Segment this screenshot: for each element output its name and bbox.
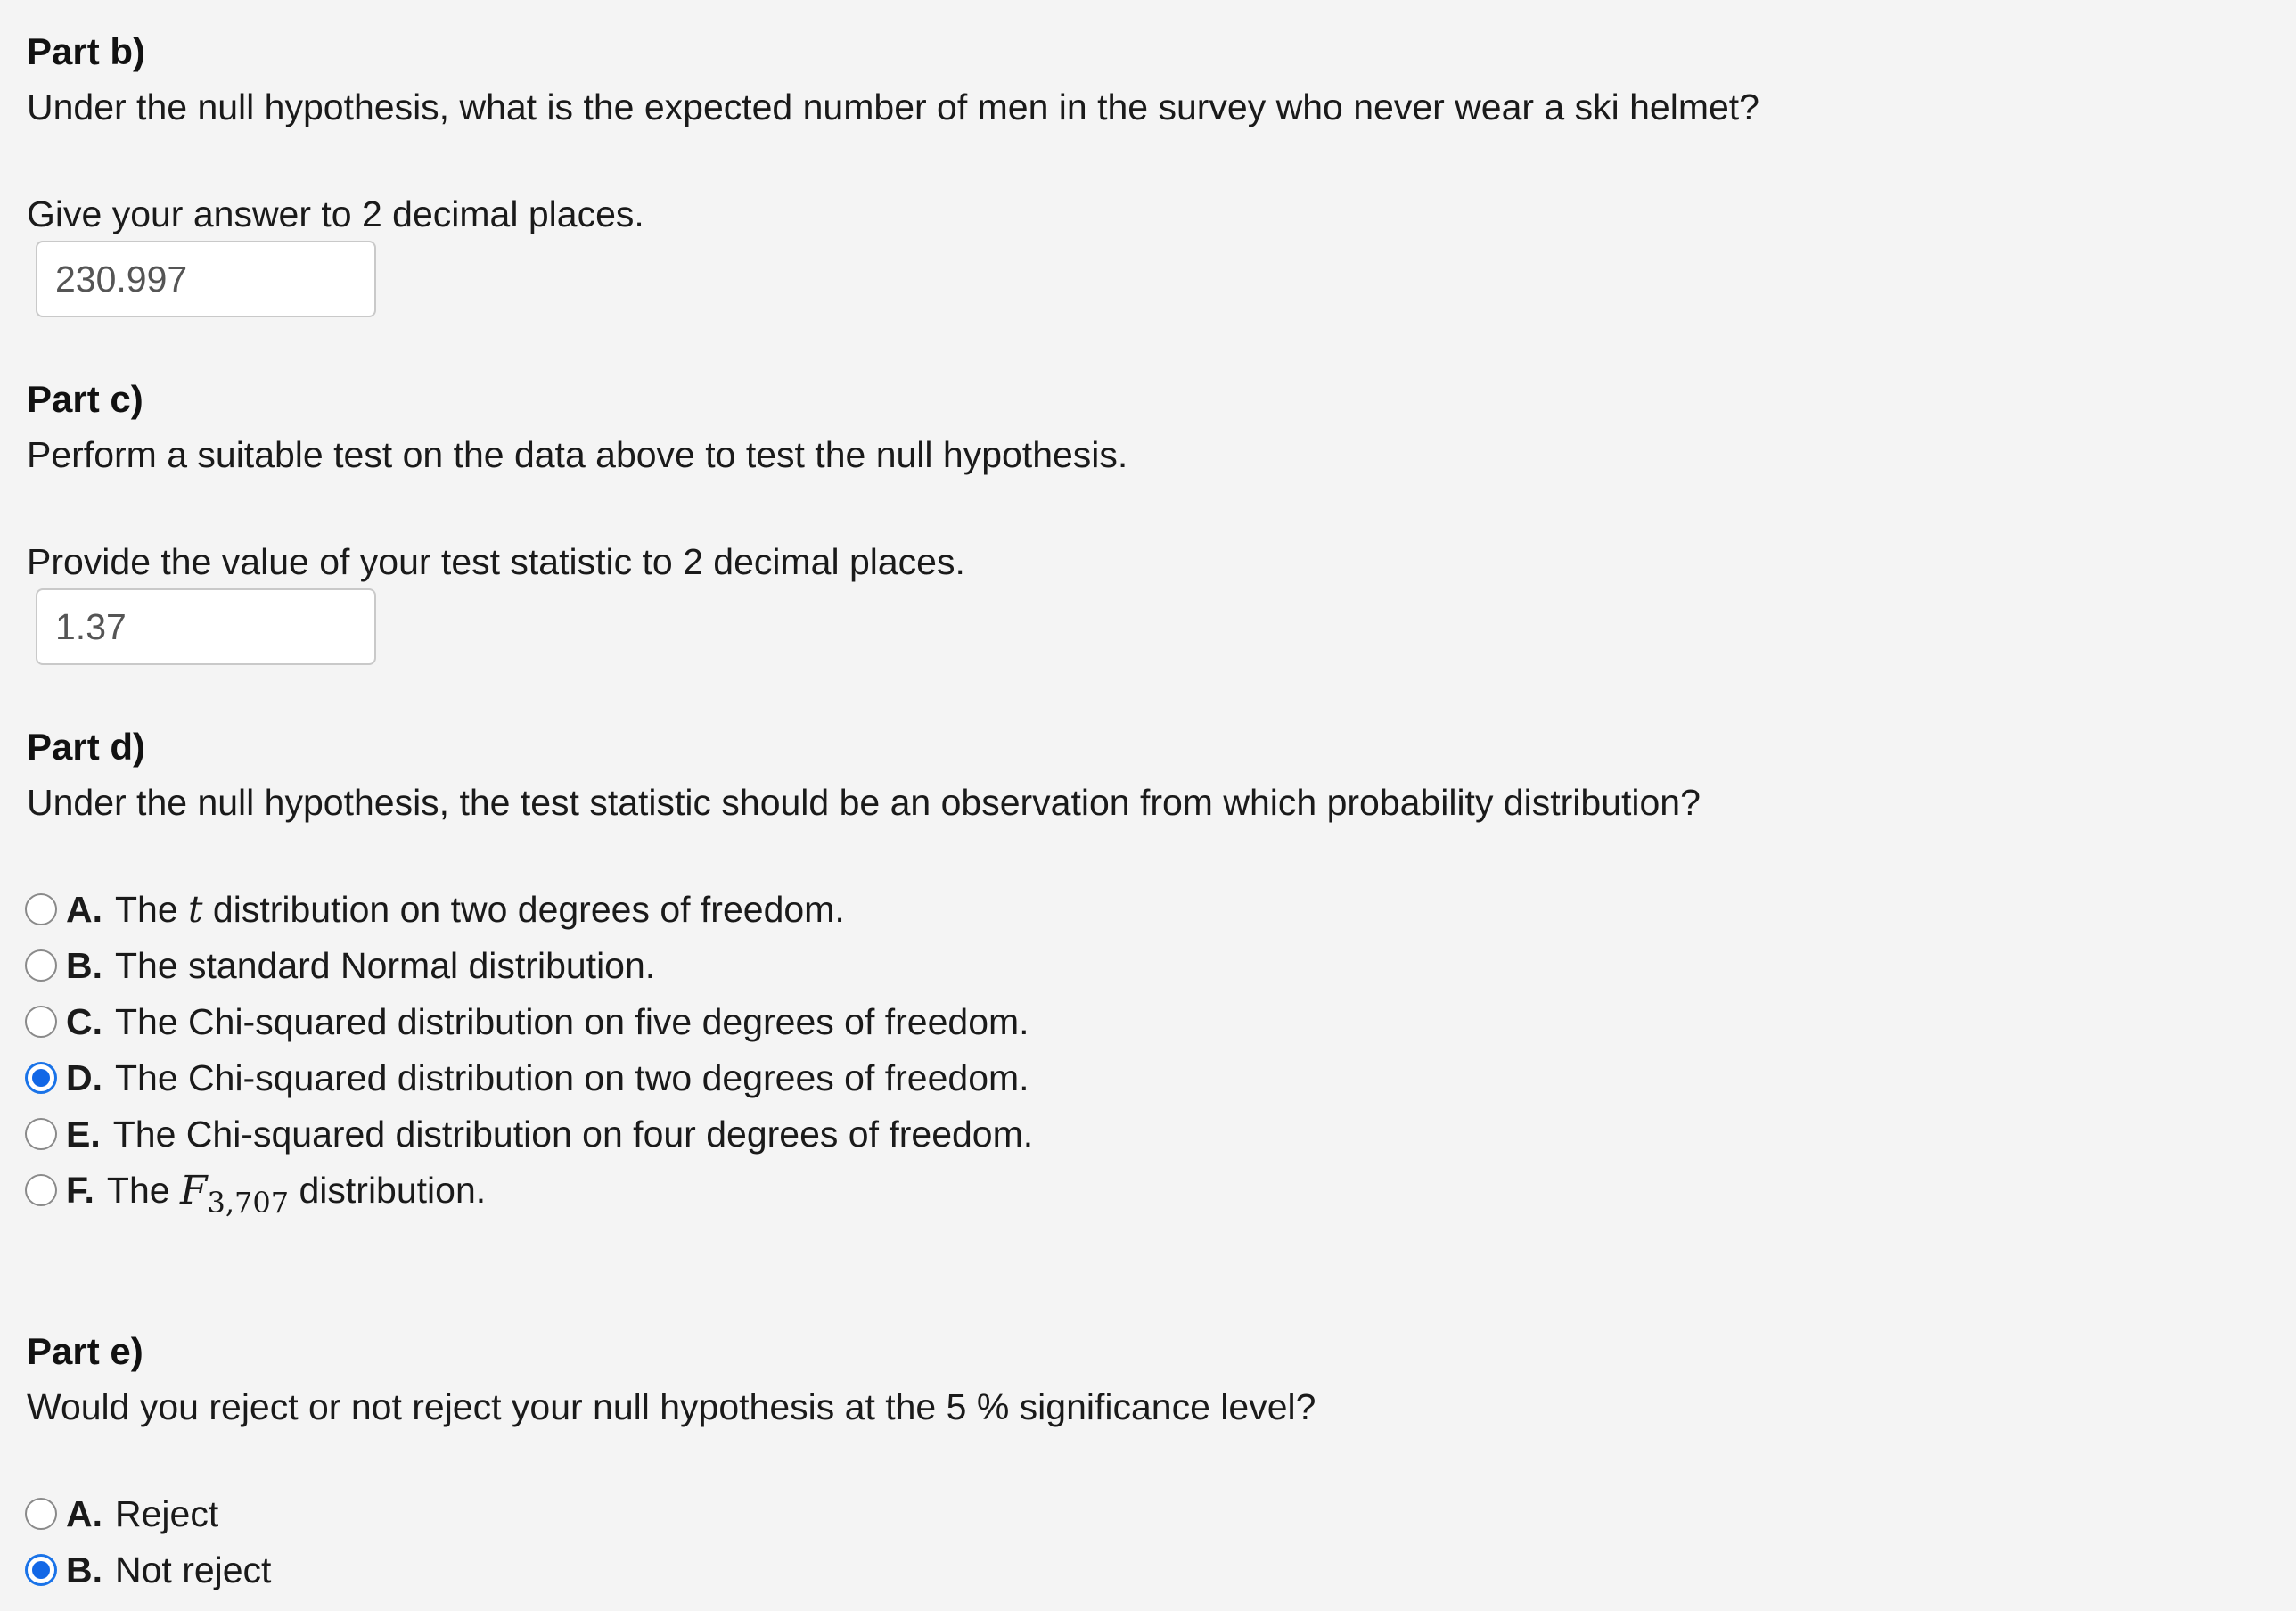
option-letter: E.: [66, 1113, 101, 1155]
option-letter: B.: [66, 944, 102, 986]
option-text: Reject: [115, 1492, 219, 1534]
option-letter: A.: [66, 1492, 102, 1534]
part-e-radio-b[interactable]: [25, 1554, 57, 1586]
part-d-radio-b[interactable]: [25, 949, 57, 982]
part-c-answer-input[interactable]: [36, 588, 376, 665]
part-d-radio-e[interactable]: [25, 1118, 57, 1150]
part-e-radio-a[interactable]: [25, 1498, 57, 1530]
part-d-radio-f[interactable]: [25, 1174, 57, 1206]
part-e-option-a[interactable]: [25, 1487, 218, 1541]
part-d-option-e[interactable]: [25, 1107, 1033, 1161]
math-f: F: [179, 1167, 208, 1213]
option-text: The Chi-squared distribution on two degrees of freedom.: [115, 1056, 1029, 1098]
part-b-instruction: Give your answer to 2 decimal places.: [27, 193, 644, 234]
option-letter: A.: [66, 888, 102, 930]
part-d-radio-d[interactable]: [25, 1062, 57, 1094]
option-math-t: t: [188, 888, 203, 931]
option-letter: B.: [66, 1549, 102, 1590]
option-text: The Chi-squared distribution on four degrees of freedom.: [112, 1113, 1034, 1155]
part-d-option-f[interactable]: [25, 1163, 487, 1220]
option-text-pre: The: [115, 888, 189, 930]
option-text: The Chi-squared distribution on five degrees of freedom.: [115, 1000, 1029, 1042]
part-d-option-c[interactable]: [25, 995, 1029, 1048]
part-b-answer-input[interactable]: [36, 241, 376, 317]
part-e-option-b[interactable]: [25, 1543, 271, 1597]
part-d-option-a[interactable]: [25, 883, 845, 936]
part-d-option-b[interactable]: [25, 939, 655, 992]
part-d-radio-a[interactable]: [25, 893, 57, 925]
part-d-radio-c[interactable]: [25, 1006, 57, 1038]
part-e-heading: Part e): [27, 1330, 144, 1372]
option-letter: C.: [66, 1000, 102, 1042]
part-d-heading: Part d): [27, 726, 146, 768]
option-text: Not reject: [115, 1549, 272, 1590]
option-letter: F.: [66, 1169, 94, 1211]
part-c-heading: Part c): [27, 378, 144, 420]
part-b-question: Under the null hypothesis, what is the expected number of men in the survey who never wear a ski helmet?: [27, 86, 1759, 127]
part-d-question: Under the null hypothesis, the test statistic should be an observation from which probability distribution?: [27, 782, 1701, 823]
part-d-option-d[interactable]: [25, 1051, 1029, 1105]
part-b-heading: Part b): [27, 30, 146, 72]
option-text: The standard Normal distribution.: [115, 944, 656, 986]
option-letter: D.: [66, 1056, 102, 1098]
option-text-post: distribution.: [289, 1169, 487, 1211]
part-c-question: Perform a suitable test on the data above to test the null hypothesis.: [27, 434, 1128, 475]
option-text-pre: The: [106, 1169, 180, 1211]
part-c-instruction: Provide the value of your test statistic to 2 decimal places.: [27, 541, 965, 582]
math-f-subscript: 3,707: [207, 1185, 290, 1220]
option-text-post: distribution on two degrees of freedom.: [202, 888, 845, 930]
option-math-f: [179, 1167, 290, 1220]
part-e-question: Would you reject or not reject your null hypothesis at the 5 % significance level?: [27, 1386, 1316, 1427]
